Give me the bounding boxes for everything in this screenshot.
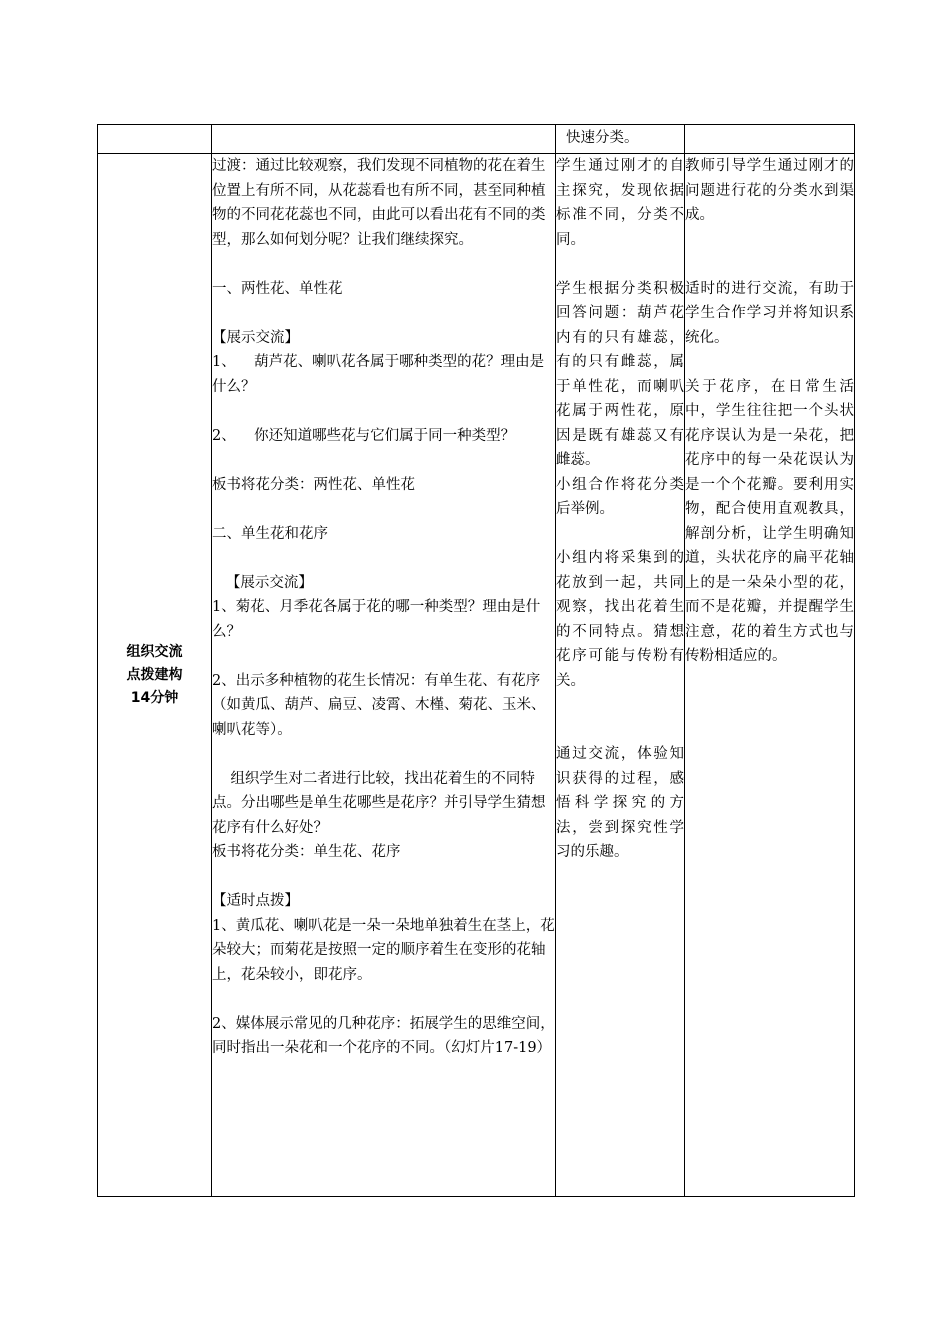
teacher-activity-cell xyxy=(212,154,556,1197)
paragraph: 组织学生对二者进行比较，找出花着生的不同特点。分出哪些是单生花哪些是花序？并引导学生猜想花序有什么好处？ xyxy=(212,770,546,836)
paragraph: 板书将花分类：单生花、花序 xyxy=(212,844,401,860)
paragraph: 适时的进行交流，有助于学生合作学习并将知识系统化。 xyxy=(685,280,854,346)
paragraph: 1、菊花、月季花各属于花的哪一种类型？理由是什么？ xyxy=(212,599,541,640)
paragraph xyxy=(556,718,684,743)
paragraph: 通过交流，体验知识获得的过程，感悟科学探究的方法，尝到探究性学习的乐趣。 xyxy=(556,746,684,860)
design-intent-text xyxy=(685,154,854,669)
continued-text: 快速分类。 xyxy=(566,130,639,146)
paragraph xyxy=(212,301,555,326)
paragraph: 教师引导学生通过刚才的问题进行花的分类水到渠成。 xyxy=(685,158,854,223)
phase-label xyxy=(98,154,211,1196)
paragraph: 2、 你还知道哪些花与它们属于同一种类型？ xyxy=(212,427,516,444)
teacher-activity-text xyxy=(212,154,555,1061)
paragraph: 2、媒体展示常见的几种花序：拓展学生的思维空间，同时指出一朵花和一个花序的不同。（幻灯片17-19） xyxy=(212,1015,555,1056)
paragraph: 2、出示多种植物的花生长情况：有单生花、有花序（如黄瓜、葫芦、扁豆、凌霄、木槿、菊花、玉米、喇叭花等）。 xyxy=(212,672,546,738)
paragraph xyxy=(212,742,555,767)
phase-cell-empty xyxy=(98,125,212,154)
phase-line-2: 点拨建构 xyxy=(126,666,183,683)
paragraph: 学生根据分类积极回答问题：葫芦花内有的只有雄蕊，有的只有雌蕊，属于单性花，而喇叭花属于两性花，原因是既有雄蕊又有雌蕊。 xyxy=(556,280,684,468)
paragraph xyxy=(212,987,555,1012)
student-cell-continued xyxy=(556,125,685,154)
paragraph: 1、 葫芦花、喇叭花各属于哪种类型的花？理由是什么？ xyxy=(212,354,545,395)
teacher-cell-empty xyxy=(212,125,556,154)
main-row xyxy=(98,154,855,1197)
paragraph xyxy=(212,252,555,277)
intent-cell-empty xyxy=(685,125,855,154)
student-activity-cell xyxy=(556,154,685,1197)
phase-duration: 14分钟 xyxy=(130,689,179,706)
paragraph: 学生通过刚才的自主探究，发现依据标准不同，分类不同。 xyxy=(556,158,684,248)
paragraph: 【展示交流】 xyxy=(212,329,299,346)
phase-line-1: 组织交流 xyxy=(126,643,183,660)
paragraph: 二、单生花和花序 xyxy=(212,525,328,542)
design-intent-cell xyxy=(685,154,855,1197)
lesson-plan-table xyxy=(97,124,855,1197)
paragraph xyxy=(212,644,555,669)
paragraph xyxy=(685,350,854,375)
paragraph: 一、两性花、单性花 xyxy=(212,280,343,297)
student-activity-text xyxy=(556,154,684,865)
phase-cell xyxy=(98,154,212,1197)
paragraph xyxy=(212,448,555,473)
paragraph: 小组合作将花分类后举例。 xyxy=(556,476,684,517)
paragraph xyxy=(212,399,555,424)
paragraph xyxy=(556,693,684,718)
paragraph xyxy=(556,522,684,547)
paragraph: 【展示交流】 xyxy=(212,574,313,591)
paragraph: 板书将花分类：两性花、单性花 xyxy=(212,476,415,493)
paragraph: 1、黄瓜花、喇叭花是一朵一朵地单独着生在茎上，花朵较大；而菊花是按照一定的顺序着生在变形的花轴上，花朵较小，即花序。 xyxy=(212,917,555,983)
paragraph: 过渡：通过比较观察，我们发现不同植物的花在着生位置上有所不同，从花蕊看也有所不同，甚至同种植物的不同花花蕊也不同，由此可以看出花有不同的类型，那么如何划分呢？让我们继续探究。 xyxy=(212,158,546,248)
paragraph: 小组内将采集到的花放到一起，共同观察，找出花着生的不同特点。猜想花序可能与传粉有关。 xyxy=(556,550,684,689)
paragraph xyxy=(685,252,854,277)
paragraph xyxy=(685,228,854,253)
paragraph: 关于花序，在日常生活中，学生往往把一个头状花序误认为是一朵花，把花序中的每一朵花误认为是一个个花瓣。要利用实物，配合使用直观教具，解剖分析，让学生明确知道，头状花序的扁平花轴上的是一朵朵小型的花，而不是花瓣，并提醒学生注意，花的着生方式也与传粉相适应的。 xyxy=(685,378,854,664)
continuation-row xyxy=(98,125,855,154)
paragraph xyxy=(556,252,684,277)
paragraph xyxy=(212,497,555,522)
paragraph xyxy=(212,865,555,890)
paragraph: 【适时点拨】 xyxy=(212,893,299,909)
paragraph xyxy=(212,546,555,571)
